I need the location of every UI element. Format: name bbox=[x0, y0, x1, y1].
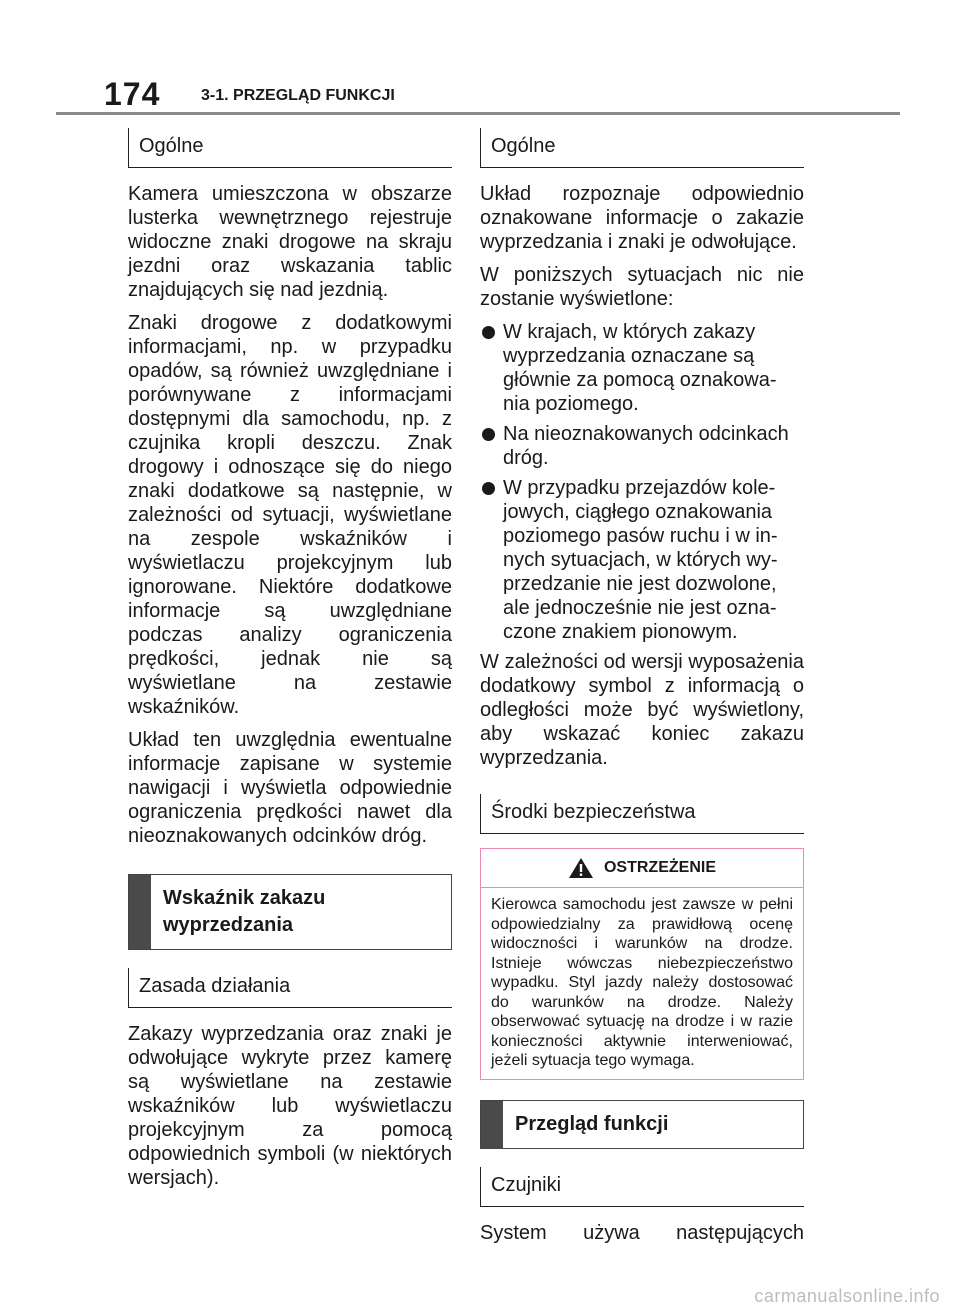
subheading-general-left: Ogólne bbox=[128, 128, 452, 168]
left-column bbox=[128, 128, 452, 1199]
subheading-safety: Środki bezpieczeństwa bbox=[480, 794, 804, 834]
watermark-logo: carmanualsonline.info bbox=[754, 1286, 940, 1306]
warning-icon bbox=[568, 857, 594, 879]
subheading-sensors: Czujniki bbox=[480, 1167, 804, 1207]
bullet-icon bbox=[482, 326, 495, 339]
paragraph-navigation: Układ ten uwzględnia ewentualne informacje zapisane w systemie nawigacji i wyświetla odpowiednie ograniczenia prędkości nawet dla nieoznakowanych odcinków dróg. bbox=[128, 729, 452, 847]
list-item-text: Na nieoznakowanych odcinkach dróg. bbox=[503, 423, 789, 469]
list-item-text: W krajach, w których zakazy wyprzedzania oznaczane są głównie za pomocą oznakowa- nia poziomego. bbox=[503, 321, 777, 415]
bullet-icon bbox=[482, 428, 495, 441]
header-divider bbox=[56, 112, 900, 115]
subheading-general-right: Ogólne bbox=[480, 128, 804, 168]
list-item bbox=[480, 320, 804, 416]
subheading-principle: Zasada działania bbox=[128, 968, 452, 1008]
list-item-text: W przypadku przejazdów kole- jowych, ciągłego oznakowania poziomego pasów ruchu i w in- nych sytuacjach, w których wy- przedzanie nie jest dozwolone, ale jednocześnie nie jest ozna- czone znakiem pionowym. bbox=[503, 477, 778, 643]
section-bar bbox=[481, 1101, 503, 1148]
paragraph-distance-symbol: W zależności od wersji wyposażenia dodatkowy symbol z informacją o odległości może być wyświetlony, aby wskazać koniec zakazu wyprzedzania. bbox=[480, 651, 804, 769]
warning-title: OSTRZEŻENIE bbox=[603, 859, 716, 876]
section-bar bbox=[129, 875, 151, 949]
chapter-title: 3-1. PRZEGLĄD FUNKCJI bbox=[201, 87, 395, 104]
list-item bbox=[480, 476, 804, 644]
warning-box bbox=[480, 848, 804, 1080]
warning-text: Kierowca samochodu jest zawsze w pełni odpowiedzialny za prawidłową ocenę widoczności i warunków na drodze. Istnieje wówczas niebezpieczeństwo wypadku. Styl jazdy należy dostosować do warunków na drodze. Należy obserwować sytuację na drodze i w razie konieczności aktywnie interweniować, jeżeli sytuacja tego wymaga. bbox=[491, 896, 793, 1069]
list-item bbox=[480, 422, 804, 470]
right-column bbox=[480, 128, 804, 1254]
section-title: Przegląd funkcji bbox=[515, 1112, 669, 1135]
bullet-icon bbox=[482, 482, 495, 495]
paragraph-camera: Kamera umieszczona w obszarze lusterka wewnętrznego rejestruje widoczne znaki drogowe na skraju jezdni oraz wskazania tablic znajdujących się nad jezdnią. bbox=[128, 183, 452, 301]
page-number: 174 bbox=[104, 76, 161, 112]
paragraph-situations: W poniższych sytuacjach nic nie zostanie wyświetlone: bbox=[480, 264, 804, 310]
section-title: Wskaźnik zakazu wyprzedzania bbox=[163, 887, 326, 936]
section-no-overtaking-indicator bbox=[128, 874, 452, 950]
paragraph-recognition: Układ rozpoznaje odpowiednio oznakowane informacje o zakazie wyprzedzania i znaki je odwołujące. bbox=[480, 183, 804, 253]
paragraph-principle: Zakazy wyprzedzania oraz znaki je odwołujące wykryte przez kamerę są wyświetlane na zestawie wskaźników lub wyświetlaczu projekcyjnym za pomocą odpowiednich symboli (w niektórych wersjach). bbox=[128, 1023, 452, 1189]
paragraph-system-uses: System używa następujących bbox=[480, 1221, 804, 1244]
warning-header bbox=[481, 849, 803, 888]
paragraph-additional-signs: Znaki drogowe z dodatkowymi informacjami, np. w przypadku opadów, są również uwzględniane i porównywane z informacjami dostępnymi dla samochodu, np. z czujnika kropli deszczu. Znak drogowy i odnoszące się do niego znaki dodatkowe są następnie, w zależności od sytuacji, wyświetlane na zespole wskaźników i wyświetlaczu projekcyjnym lub ignorowane. Niektóre dodatkowe informacje są uwzględniane podczas analizy ograniczenia prędkości, jednak nie są wyświetlane na zestawie wskaźników. bbox=[128, 312, 452, 718]
section-function-overview bbox=[480, 1100, 804, 1149]
